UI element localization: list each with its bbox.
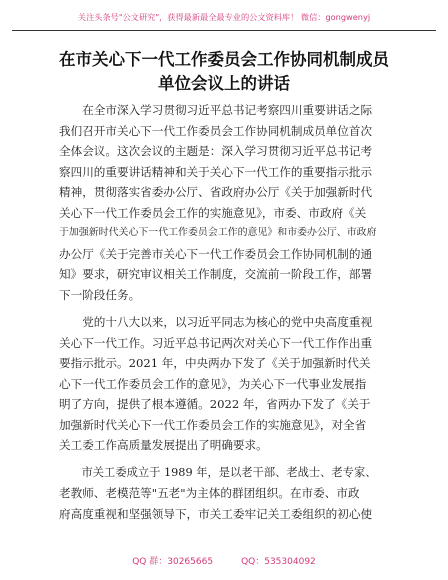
- paragraph: [59, 100, 377, 305]
- footer-qq: QQ：535304092: [241, 557, 316, 567]
- footer-qq-group: QQ 群：30265665: [132, 557, 214, 567]
- paragraph-line: 精神，贯彻落实省委办公厅、省政府办公厅《关于加强新时代: [59, 185, 373, 199]
- paragraph-line: 察四川的重要讲话精神和关于关心下一代工作的重要指示批示: [59, 164, 373, 179]
- page-header: [12, 4, 436, 31]
- paragraph-line: 关工委工作高质量发展提出了明确要求。: [59, 438, 268, 452]
- paragraph-line: 在全市深入学习贯彻习近平总书记考察四川重要讲话之际: [59, 103, 373, 117]
- paragraph-line: 我们召开市关心下一代工作委员会工作协同机制成员单位首次: [59, 123, 373, 138]
- paragraph-line: 府高度重视和坚强领导下，市关工委牢记关工委组织的初心使: [59, 506, 373, 521]
- paragraph-line: 老教师、老模范等"五老"为主体的群团组织。在市委、市政: [59, 486, 360, 500]
- paragraph-line: 加强新时代关心下一代工作委员会工作的实施意见》，对全省: [59, 417, 367, 432]
- paragraph-line: 市关工委成立于 1989 年，是以老干部、老战士、老专家、: [59, 465, 377, 479]
- paragraph-line: 办公厅《关于完善市关心下一代工作委员会工作协同机制的通: [59, 246, 373, 261]
- document-body: [59, 100, 377, 531]
- title-line-2: 单位会议上的讲话: [158, 74, 290, 93]
- page-footer: [0, 554, 448, 567]
- title-line-1: 在市关心下一代工作委员会工作协同机制成员: [59, 50, 389, 69]
- paragraph-line: 关心下一代工作委员会工作的实施意见》，市委、市政府《关: [59, 205, 367, 220]
- document-title: [40, 48, 408, 96]
- paragraph-line: 党的十八大以来，以习近平同志为核心的党中央高度重视: [59, 315, 373, 329]
- paragraph-line: 知》要求，研究审议相关工作制度，交流前一阶段工作，部署: [59, 267, 373, 281]
- paragraph-line: 心下一代工作委员会工作的意见》，为关心下一代事业发展指: [59, 376, 367, 391]
- paragraph-line: 于加强新时代关心下一代工作委员会工作的意见》和市委办公厅、市政府: [59, 227, 377, 238]
- paragraph-line: 关心下一代工作。习近平总书记两次对关心下一代工作作出重: [59, 335, 373, 350]
- paragraph-line: 要指示批示。2021 年，中央两办下发了《关于加强新时代关: [59, 356, 371, 370]
- paragraph-line: 全体会议。这次会议的主题是：深入学习贯彻习近平总书记考: [59, 144, 373, 158]
- paragraph-line: 明了方向，提供了根本遵循。2022 年，省两办下发了《关于: [59, 397, 371, 411]
- header-promo-text: 关注头条号"公文研究"，获得最新最全最专业的公文资料库！ 微信：gongwenyj: [77, 11, 371, 22]
- paragraph-line: 下一阶段任务。: [59, 287, 141, 302]
- paragraph: [59, 312, 377, 456]
- paragraph: [59, 463, 377, 525]
